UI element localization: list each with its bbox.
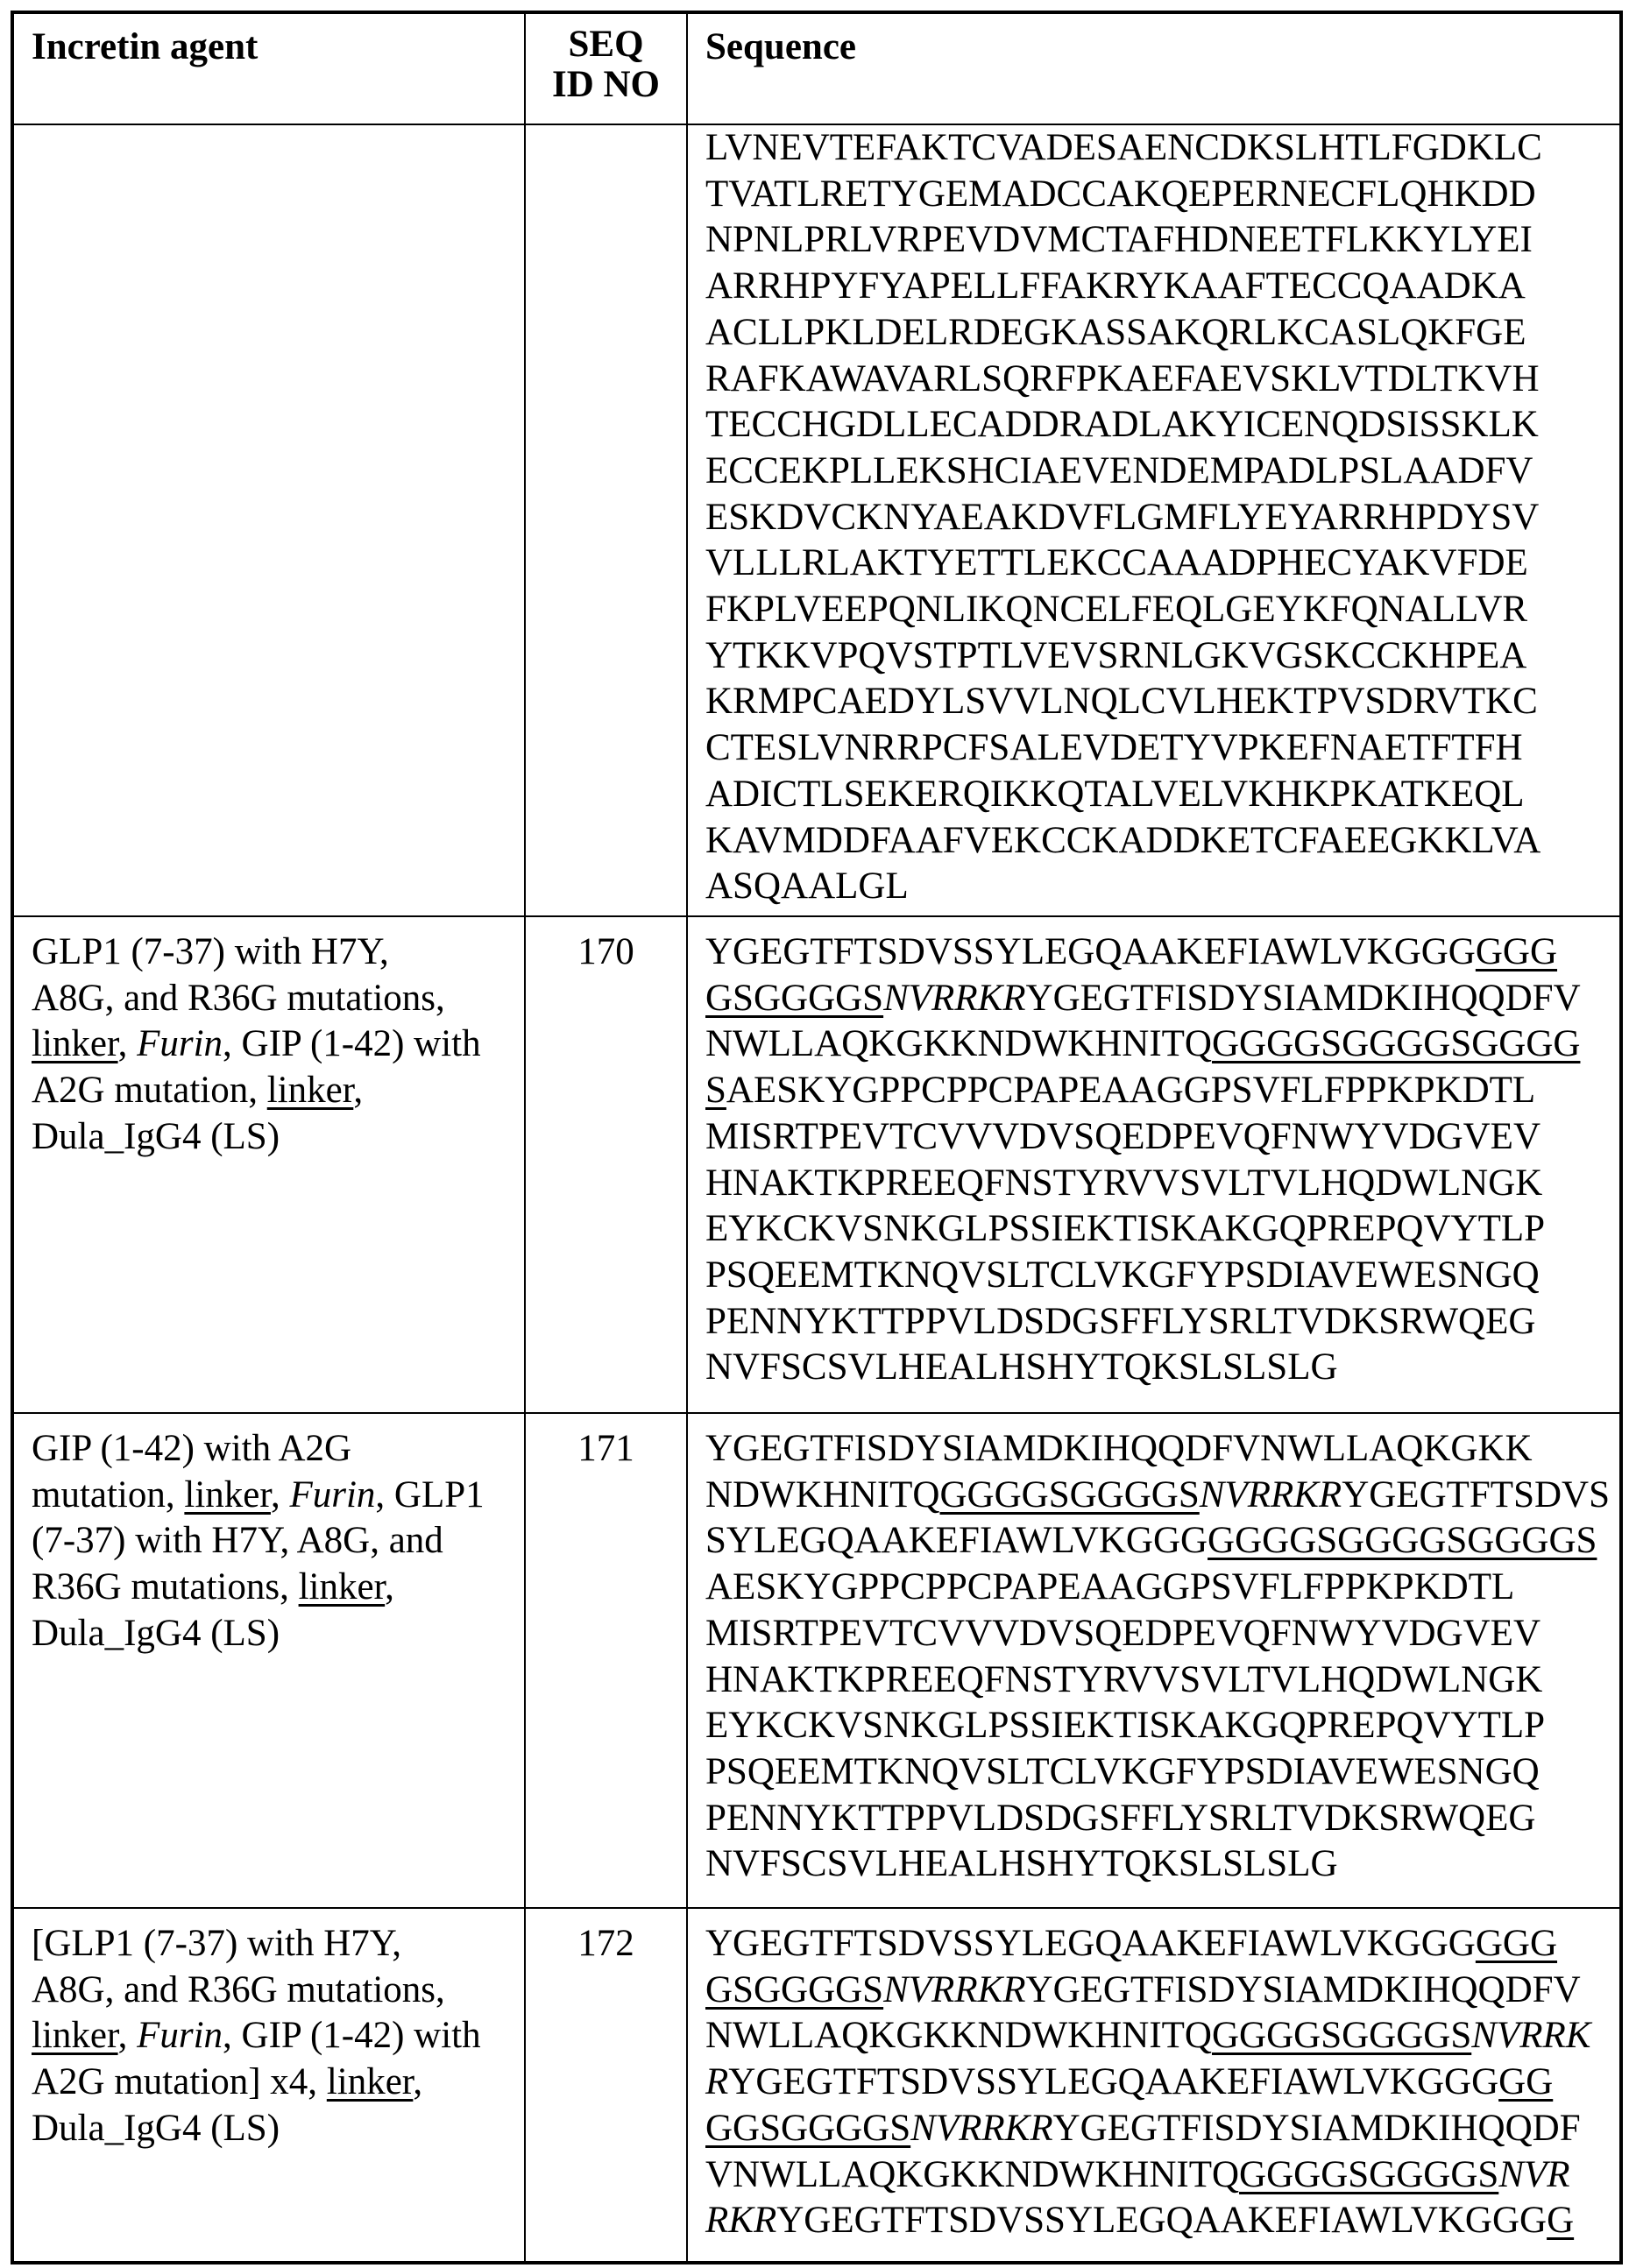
italic-segment: NVR xyxy=(1498,2154,1569,2195)
sequence-line xyxy=(705,1068,1619,1114)
text-segment: NDWKHNITQ xyxy=(705,1474,940,1516)
text-segment: PSQEEMTKNQVSLTCLVKGFYPSDIAVEWESNGQ xyxy=(705,1751,1540,1792)
sequence-line xyxy=(705,929,1619,976)
text-segment: GLP1 (7-37) with H7Y, xyxy=(32,931,389,972)
sequence-cell xyxy=(687,916,1621,1413)
italic-segment: Furin xyxy=(137,2015,223,2056)
table-row xyxy=(12,1413,1621,1908)
sequence-line xyxy=(705,772,1619,818)
sequence-line xyxy=(705,725,1619,772)
text-segment: YGEGTFTSDVSSYLEGQAAKEFIAWLVKGGG xyxy=(776,2200,1547,2241)
text-segment: , GIP (1-42) with xyxy=(223,1023,481,1064)
text-segment: HNAKTKPREEQFNSTYRVVSVLTVLHQDWLNGK xyxy=(705,1659,1542,1700)
italic-segment: R xyxy=(705,2061,728,2102)
text-segment: NVFSCSVLHEALHSHYTQKSLSLSLG xyxy=(705,1843,1338,1884)
agent-line xyxy=(32,1021,515,1068)
text-segment: R36G mutations, xyxy=(32,1566,299,1607)
header-sequence: Sequence xyxy=(687,12,1621,124)
italic-segment: NVRRKR xyxy=(910,2108,1052,2149)
text-segment: PENNYKTTPPVLDSDGSFFLYSRLTVDKSRWQEG xyxy=(705,1798,1535,1839)
text-segment: YGEGTFTSDVSSYLEGQAAKEFIAWLVKGGG xyxy=(705,1923,1476,1964)
sequence-line xyxy=(705,1345,1619,1391)
text-segment: YGEGTFISDYSIAMDKIHQQDFV xyxy=(1026,1969,1581,2010)
text-segment: , xyxy=(271,1474,290,1516)
sequence-line xyxy=(705,1473,1619,1519)
text-segment: , GLP1 xyxy=(375,1474,484,1516)
text-segment: NWLLAQKGKKNDWKHNITQ xyxy=(705,2015,1212,2056)
agent-line xyxy=(32,1426,515,1473)
sequence-line xyxy=(705,1518,1619,1565)
text-segment: mutation, xyxy=(32,1474,184,1516)
sequence-line xyxy=(705,1299,1619,1346)
italic-segment: RKR xyxy=(705,2200,776,2241)
text-segment: [GLP1 (7-37) with H7Y, xyxy=(32,1923,401,1964)
agent-line xyxy=(32,2013,515,2060)
text-segment: EYKCKVSNKGLPSSIEKTISKAKGQPREPQVYTLP xyxy=(705,1705,1545,1746)
text-segment: Dula_IgG4 (LS) xyxy=(32,1116,280,1157)
header-seq-id-no xyxy=(525,12,687,124)
sequence-line xyxy=(705,2106,1619,2152)
sequence-line xyxy=(705,402,1619,449)
agent-line xyxy=(32,1611,515,1657)
text-segment: AESKYGPPCPPCPAPEAAGGPSVFLFPPKPKDTL xyxy=(726,1070,1535,1111)
sequence-cell xyxy=(687,1908,1621,2263)
header-seq-id-line2: ID NO xyxy=(526,65,686,105)
underlined-segment: linker xyxy=(32,2015,118,2056)
text-segment: , xyxy=(385,1566,394,1607)
agent-line xyxy=(32,1518,515,1565)
underlined-segment: GGGGSGGGGS xyxy=(940,1474,1200,1516)
text-segment: YTKKVPQVSTPTLVEVSRNLGKVGSKCCKHPEA xyxy=(705,635,1526,676)
table-row xyxy=(12,916,1621,1413)
sequence-line xyxy=(705,1796,1619,1842)
text-segment: LVNEVTEFAKTCVADESAENCDKSLHTLFGDKLC xyxy=(705,127,1542,168)
text-segment: NPNLPRLVRPEVDVMCTAFHDNEETFLKKYLYEI xyxy=(705,219,1533,260)
agent-line xyxy=(32,929,515,976)
underlined-segment: S xyxy=(705,1070,726,1111)
text-segment: , xyxy=(118,2015,138,2056)
incretin-agent-cell xyxy=(12,1413,525,1908)
underlined-segment: GGGGSGGGGS xyxy=(1239,2154,1498,2195)
text-segment: A8G, and R36G mutations, xyxy=(32,978,445,1019)
text-segment: MISRTPEVTCVVVDVSQEDPEVQFNWYVDGVEV xyxy=(705,1116,1540,1157)
italic-segment: NVRRKR xyxy=(1200,1474,1342,1516)
sequence-line xyxy=(705,633,1619,680)
sequence-cell xyxy=(687,1413,1621,1908)
underlined-segment: linker xyxy=(32,1023,118,1064)
sequence-line xyxy=(705,217,1619,264)
underlined-segment: GGG xyxy=(1476,1923,1557,1964)
table-row xyxy=(12,1908,1621,2263)
sequence-line xyxy=(705,541,1619,587)
italic-segment: NVRRK xyxy=(1471,2015,1590,2056)
sequence-line xyxy=(705,2060,1619,2106)
italic-segment: NVRRKR xyxy=(883,1969,1025,2010)
agent-line xyxy=(32,1473,515,1519)
incretin-agent-cell xyxy=(12,916,525,1413)
italic-segment: NVRRKR xyxy=(883,978,1025,1019)
agent-line xyxy=(32,1068,515,1114)
sequence-line xyxy=(705,1611,1619,1657)
sequence-line xyxy=(705,357,1619,403)
sequence-line xyxy=(705,1426,1619,1473)
text-segment: YGEGTFTSDVSSYLEGQAAKEFIAWLVKGGG xyxy=(705,931,1476,972)
text-segment: Dula_IgG4 (LS) xyxy=(32,2108,280,2149)
text-segment: ARRHPYFYAPELLFFAKRYKAAFTECCQAADKA xyxy=(705,265,1526,307)
text-segment: YGEGTFISDYSIAMDKIHQQDF xyxy=(1053,2108,1581,2149)
text-segment: YGEGTFISDYSIAMDKIHQQDFV xyxy=(1026,978,1581,1019)
sequence-line xyxy=(705,1114,1619,1161)
text-segment: HNAKTKPREEQFNSTYRVVSVLTVLHQDWLNGK xyxy=(705,1162,1542,1204)
seq-id-cell: 170 xyxy=(525,916,687,1413)
sequence-line xyxy=(705,1206,1619,1253)
agent-line xyxy=(32,1921,515,1968)
text-segment: NVFSCSVLHEALHSHYTQKSLSLSLG xyxy=(705,1346,1338,1388)
text-segment: , GIP (1-42) with xyxy=(223,2015,481,2056)
sequence-cell xyxy=(687,124,1621,916)
text-segment: ADICTLSEKERQIKKQTALVELVKHKPKATKEQL xyxy=(705,774,1525,815)
underlined-segment: linker xyxy=(267,1070,354,1111)
incretin-agent-cell xyxy=(12,124,525,916)
text-segment: VLLLRLAKTYETTLEKCCAAADPHECYAKVFDE xyxy=(705,542,1528,583)
text-segment: TECCHGDLLECADDRADLAKYICENQDSISSKLK xyxy=(705,404,1539,445)
text-segment: A2G mutation, xyxy=(32,1070,267,1111)
sequence-line xyxy=(705,976,1619,1022)
underlined-segment: GGGGSGGGGSGGGGS xyxy=(1208,1520,1597,1561)
table-row xyxy=(12,124,1621,916)
sequence-line xyxy=(705,1253,1619,1299)
text-segment: CTESLVNRRPCFSALEVDETYVPKEFNAETFTFH xyxy=(705,727,1523,768)
underlined-segment: linker xyxy=(327,2061,414,2102)
seq-id-cell xyxy=(525,124,687,916)
text-segment: YGEGTFTSDVSSYLEGQAAKEFIAWLVKGGG xyxy=(728,2061,1498,2102)
text-segment: MISRTPEVTCVVVDVSQEDPEVQFNWYVDGVEV xyxy=(705,1613,1540,1654)
incretin-sequence-table xyxy=(11,11,1623,2264)
sequence-line xyxy=(705,495,1619,541)
table-header-row xyxy=(12,12,1621,124)
sequence-line xyxy=(705,310,1619,357)
text-segment: ACLLPKLDELRDEGKASSAKQRLKCASLQKFGE xyxy=(705,312,1526,353)
sequence-line xyxy=(705,1703,1619,1749)
agent-line xyxy=(32,2060,515,2106)
sequence-line xyxy=(705,1161,1619,1207)
sequence-line xyxy=(705,1021,1619,1068)
sequence-line xyxy=(705,1749,1619,1796)
text-segment: EYKCKVSNKGLPSSIEKTISKAKGQPREPQVYTLP xyxy=(705,1208,1545,1249)
text-segment: A2G mutation] x4, xyxy=(32,2061,327,2102)
sequence-line xyxy=(705,1565,1619,1611)
sequence-line xyxy=(705,1921,1619,1968)
seq-id-cell: 171 xyxy=(525,1413,687,1908)
underlined-segment: linker xyxy=(299,1566,386,1607)
text-segment: VNWLLAQKGKKNDWKHNITQ xyxy=(705,2154,1239,2195)
sequence-line xyxy=(705,587,1619,633)
underlined-segment: GG xyxy=(1498,2061,1553,2102)
sequence-line xyxy=(705,1968,1619,2014)
underlined-segment: GGG xyxy=(1476,931,1557,972)
underlined-segment: GGGGSGGGGS xyxy=(1212,2015,1471,2056)
text-segment: ESKDVCKNYAEAKDVFLGMFLYEYARRHPDYSV xyxy=(705,497,1539,538)
text-segment: , xyxy=(353,1070,363,1111)
text-segment: KAVMDDFAAFVEKCCKADDKETCFAEEGKKLVA xyxy=(705,820,1540,861)
text-segment: AESKYGPPCPPCPAPEAAGGPSVFLFPPKPKDTL xyxy=(705,1566,1514,1607)
sequence-line xyxy=(705,1841,1619,1888)
header-incretin-agent: Incretin agent xyxy=(12,12,525,124)
agent-line xyxy=(32,1968,515,2014)
sequence-line xyxy=(705,818,1619,865)
sequence-line xyxy=(705,1657,1619,1704)
sequence-line xyxy=(705,864,1619,910)
text-segment: PENNYKTTPPVLDSDGSFFLYSRLTVDKSRWQEG xyxy=(705,1301,1535,1342)
text-segment: YGEGTFISDYSIAMDKIHQQDFVNWLLAQKGKK xyxy=(705,1428,1533,1469)
text-segment: ASQAALGL xyxy=(705,866,909,907)
underlined-segment: GGSGGGGS xyxy=(705,2108,910,2149)
underlined-segment: GSGGGGS xyxy=(705,1969,883,2010)
italic-segment: Furin xyxy=(137,1023,223,1064)
agent-line xyxy=(32,1114,515,1161)
italic-segment: Furin xyxy=(289,1474,375,1516)
text-segment: RAFKAWAVARLSQRFPKAEFAEVSKLVTDLTKVH xyxy=(705,358,1540,399)
sequence-line xyxy=(705,172,1619,218)
sequence-line xyxy=(705,2198,1619,2244)
text-segment: Dula_IgG4 (LS) xyxy=(32,1613,280,1654)
text-segment: PSQEEMTKNQVSLTCLVKGFYPSDIAVEWESNGQ xyxy=(705,1254,1540,1296)
underlined-segment: linker xyxy=(184,1474,271,1516)
incretin-agent-cell xyxy=(12,1908,525,2263)
agent-line xyxy=(32,976,515,1022)
text-segment: TVATLRETYGEMADCCAKQEPERNECFLQHKDD xyxy=(705,173,1536,215)
underlined-segment: GSGGGGS xyxy=(705,978,883,1019)
agent-line xyxy=(32,1565,515,1611)
text-segment: ECCEKPLLEKSHCIAEVENDEMPADLPSLAADFV xyxy=(705,450,1533,491)
text-segment: A8G, and R36G mutations, xyxy=(32,1969,445,2010)
text-segment: , xyxy=(413,2061,422,2102)
agent-line xyxy=(32,2106,515,2152)
sequence-line xyxy=(705,2152,1619,2199)
text-segment: NWLLAQKGKKNDWKHNITQ xyxy=(705,1023,1212,1064)
sequence-line xyxy=(705,125,1619,172)
text-segment: SYLEGQAAKEFIAWLVKGGG xyxy=(705,1520,1208,1561)
text-segment: , xyxy=(118,1023,138,1064)
text-segment: FKPLVEEPQNLIKQNCELFEQLGEYKFQNALLVR xyxy=(705,589,1527,630)
underlined-segment: G xyxy=(1547,2200,1574,2241)
text-segment: YGEGTFTSDVS xyxy=(1342,1474,1610,1516)
underlined-segment: GGGGSGGGGSGGGG xyxy=(1212,1023,1580,1064)
text-segment: (7-37) with H7Y, A8G, and xyxy=(32,1520,443,1561)
sequence-line xyxy=(705,264,1619,310)
sequence-line xyxy=(705,2013,1619,2060)
text-segment: KRMPCAEDYLSVVLNQLCVLHEKTPVSDRVTKC xyxy=(705,681,1538,722)
seq-id-cell: 172 xyxy=(525,1908,687,2263)
sequence-line xyxy=(705,679,1619,725)
sequence-line xyxy=(705,449,1619,495)
header-seq-id-line1: SEQ xyxy=(526,25,686,65)
text-segment: GIP (1-42) with A2G xyxy=(32,1428,351,1469)
